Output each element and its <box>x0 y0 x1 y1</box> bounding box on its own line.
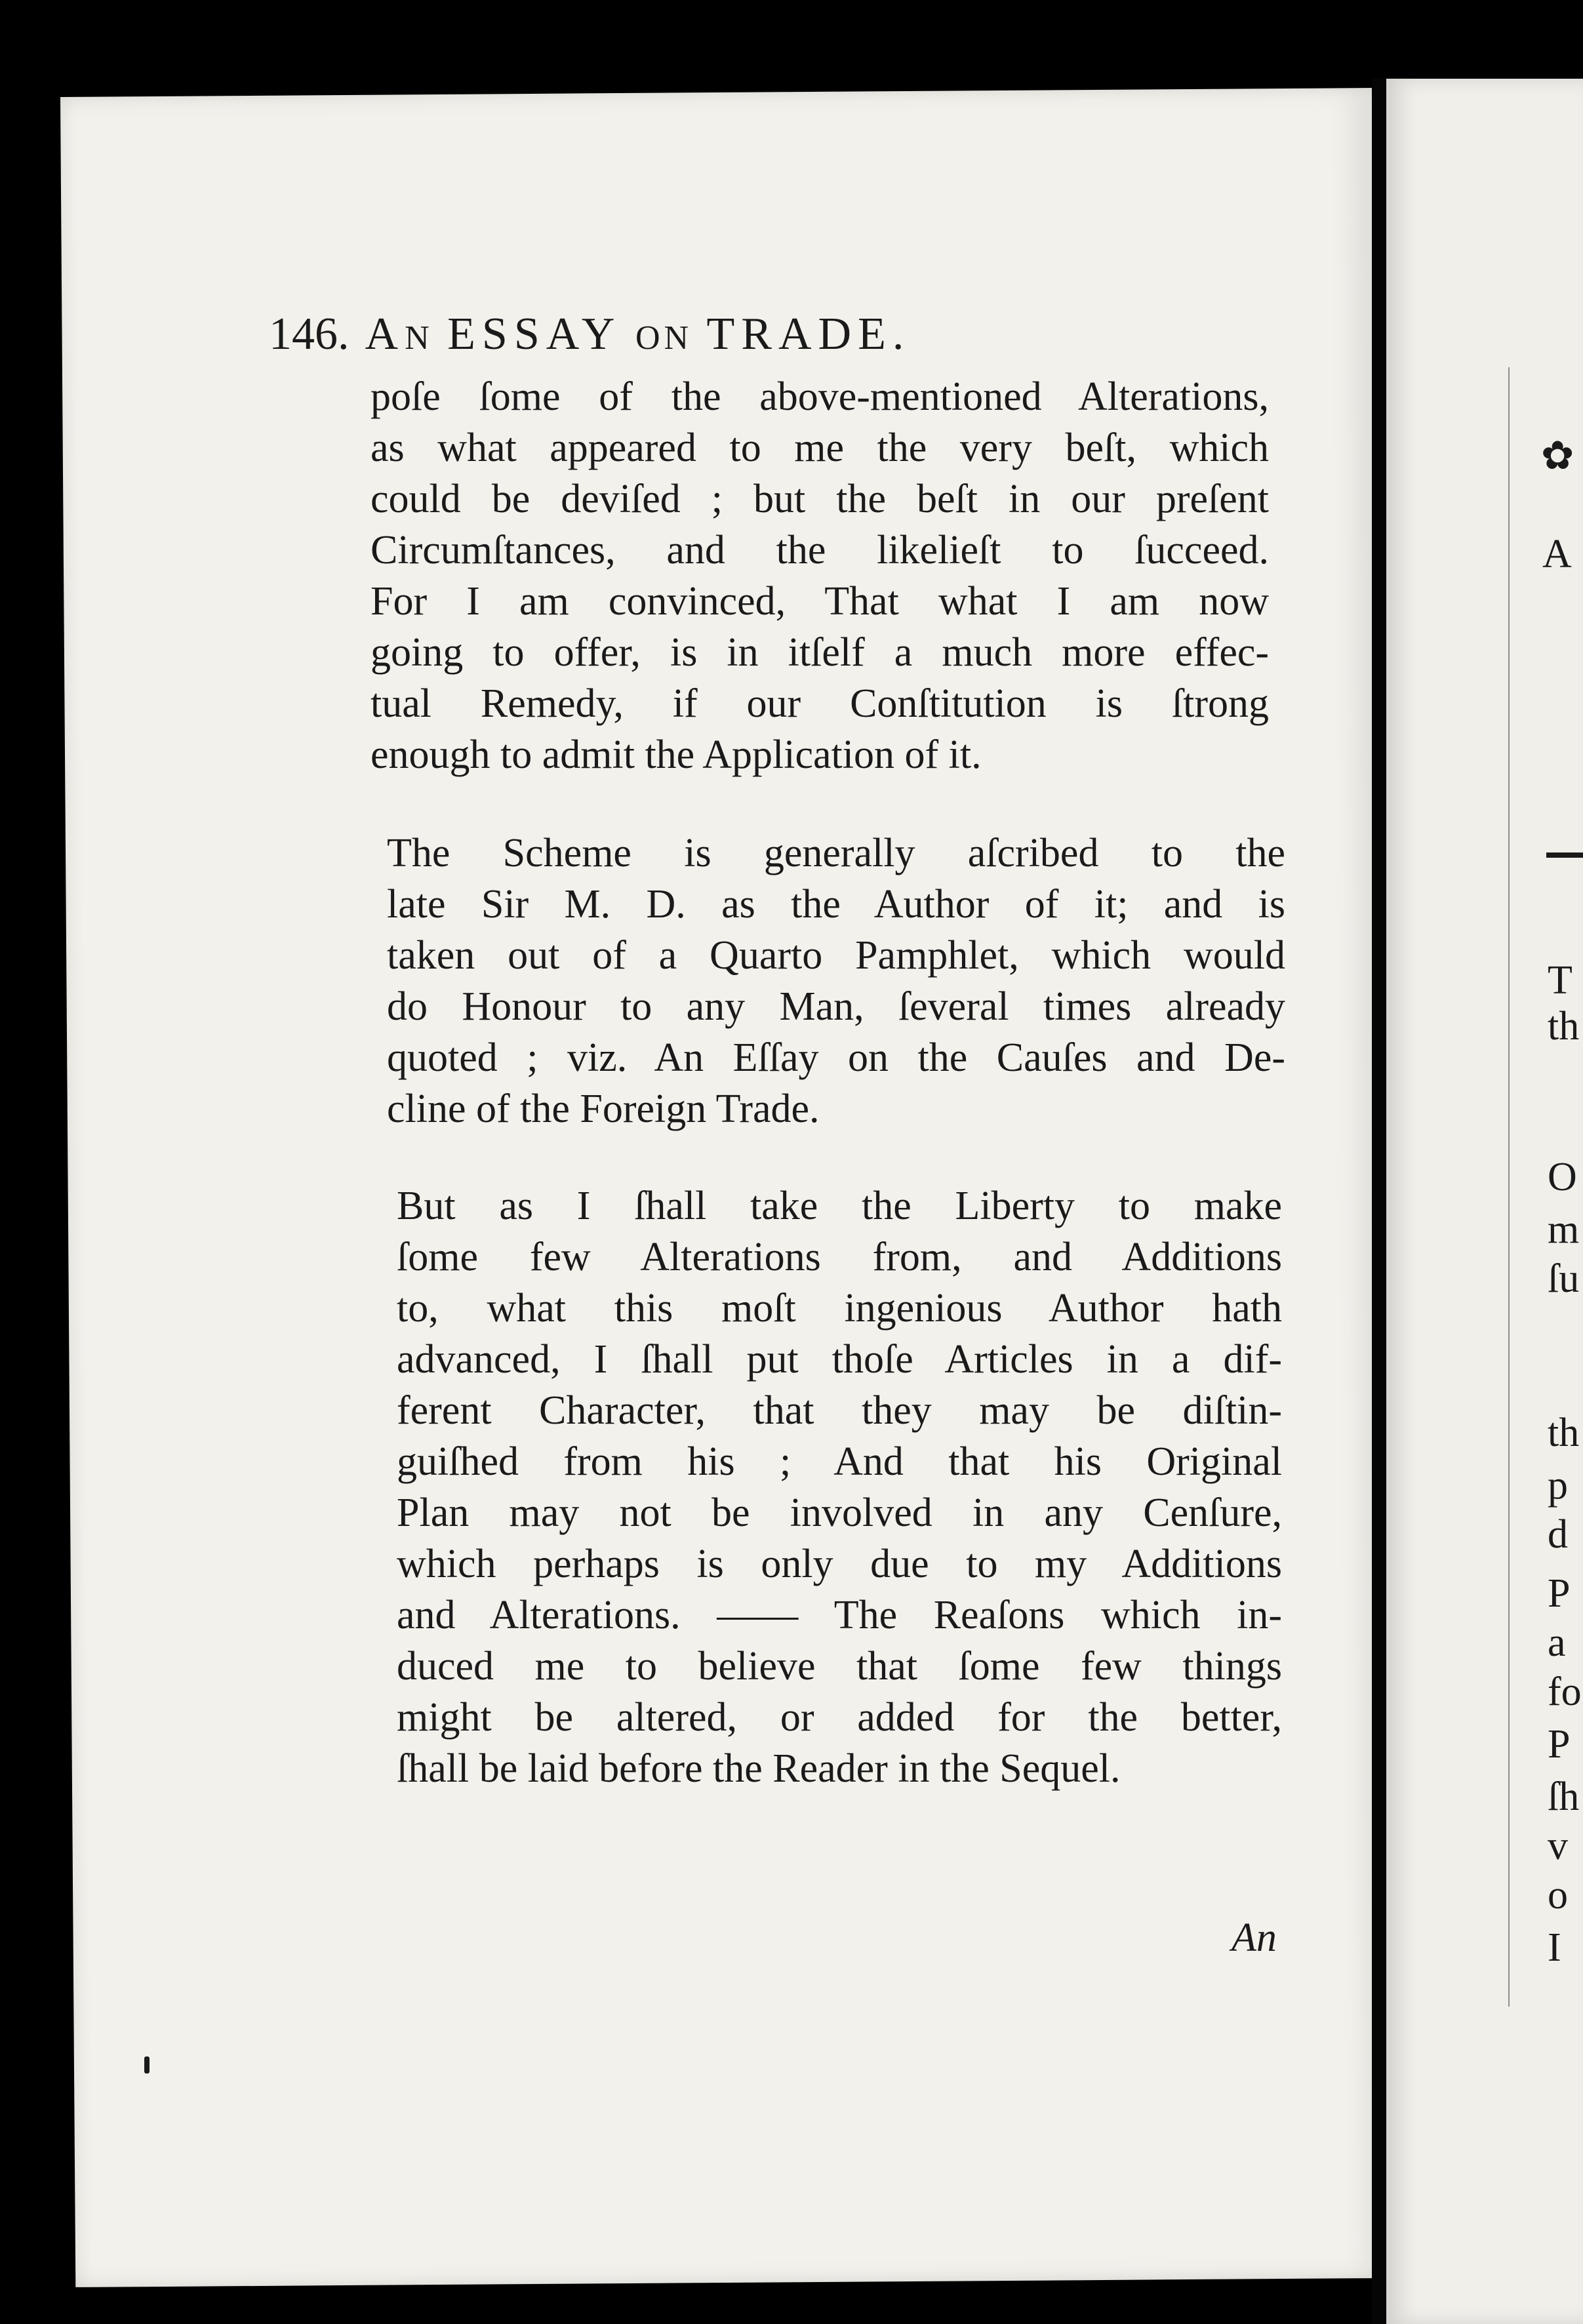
text-line: to, what this moſt ingenious Author hath <box>397 1286 1282 1331</box>
right-page-fragment: P <box>1548 1571 1571 1616</box>
right-page-fragment: ſh <box>1548 1774 1580 1819</box>
text-line: The Scheme is generally aſcribed to the <box>387 831 1285 875</box>
paragraph-2 <box>387 828 1285 1134</box>
title-word-on: ON <box>635 319 693 357</box>
text-line: advanced, I ſhall put thoſe Articles in a dif- <box>397 1337 1282 1382</box>
paragraph-3 <box>397 1180 1282 1794</box>
text-line: might be altered, or added for the better, <box>397 1695 1282 1740</box>
text-line: and Alterations. —— The Reaſons which in- <box>397 1593 1282 1637</box>
ink-mark <box>144 2056 150 2074</box>
right-page-fragment: th <box>1548 1004 1580 1049</box>
paragraph-1 <box>371 371 1269 780</box>
text-line: duced me to believe that ſome few things <box>397 1644 1282 1689</box>
ornament-icon: ✿ <box>1541 434 1574 477</box>
text-line: quoted ; viz. An Eſſay on the Cauſes and De- <box>387 1035 1285 1080</box>
title-word-essay: ESSAY <box>447 309 622 359</box>
right-page-fragment: a <box>1548 1620 1566 1665</box>
page-number: 146. <box>269 309 350 359</box>
right-page-rule <box>1546 852 1583 858</box>
right-page <box>1386 79 1583 2324</box>
text-line: tual Remedy, if our Conſtitution is ſtrong <box>371 681 1269 726</box>
text-line: enough to admit the Application of it. <box>371 732 982 777</box>
text-line: But as I ſhall take the Liberty to make <box>397 1184 1282 1228</box>
text-line: For I am convinced, That what I am now <box>371 579 1269 624</box>
text-line: ferent Character, that they may be diſtin- <box>397 1388 1282 1433</box>
text-line: poſe ſome of the above-mentioned Alterations, <box>371 374 1269 419</box>
right-page-fragment: p <box>1548 1463 1568 1508</box>
right-page-fragment: fo <box>1548 1670 1582 1714</box>
right-page-fragment: v <box>1548 1824 1568 1868</box>
running-header <box>269 308 910 361</box>
text-line: do Honour to any Man, ſeveral times already <box>387 984 1285 1029</box>
right-page-fragment: O <box>1548 1155 1577 1199</box>
text-line: ſhall be laid before the Reader in the Sequel. <box>397 1746 1121 1791</box>
title-initial-rest: N <box>405 319 433 357</box>
text-line: could be deviſed ; but the beſt in our preſent <box>371 477 1269 521</box>
right-page-fragment: d <box>1548 1512 1568 1557</box>
right-page-fragment: A <box>1542 532 1572 576</box>
title-word-trade: TRADE. <box>706 309 911 359</box>
right-page-fragment: m <box>1548 1207 1580 1252</box>
catchword: An <box>1232 1915 1277 1960</box>
text-line: guiſhed from his ; And that his Original <box>397 1439 1282 1484</box>
text-line: as what appeared to me the very beſt, which <box>371 426 1269 470</box>
right-page-fragment: th <box>1548 1411 1580 1455</box>
text-line: late Sir M. D. as the Author of it; and is <box>387 882 1285 927</box>
text-line: Plan may not be involved in any Cenſure, <box>397 1491 1282 1535</box>
text-line: Circumſtances, and the likelieſt to ſucceed. <box>371 528 1269 572</box>
right-page-fragment: I <box>1548 1925 1561 1970</box>
text-line: going to offer, is in itſelf a much more effec- <box>371 630 1269 675</box>
text-line: taken out of a Quarto Pamphlet, which would <box>387 933 1285 978</box>
right-page-fragment: o <box>1548 1873 1568 1917</box>
text-line: cline of the Foreign Trade. <box>387 1087 820 1131</box>
text-line: which perhaps is only due to my Additions <box>397 1542 1282 1586</box>
right-page-fragment: ſu <box>1548 1256 1580 1301</box>
book-gutter <box>1372 79 1386 2324</box>
right-page-fragment: P <box>1548 1722 1571 1767</box>
right-page-fragment: T <box>1548 958 1573 1003</box>
text-line: ſome few Alterations from, and Additions <box>397 1235 1282 1279</box>
right-page-bleed-line <box>1508 367 1510 2007</box>
title-initial: A <box>365 309 405 359</box>
